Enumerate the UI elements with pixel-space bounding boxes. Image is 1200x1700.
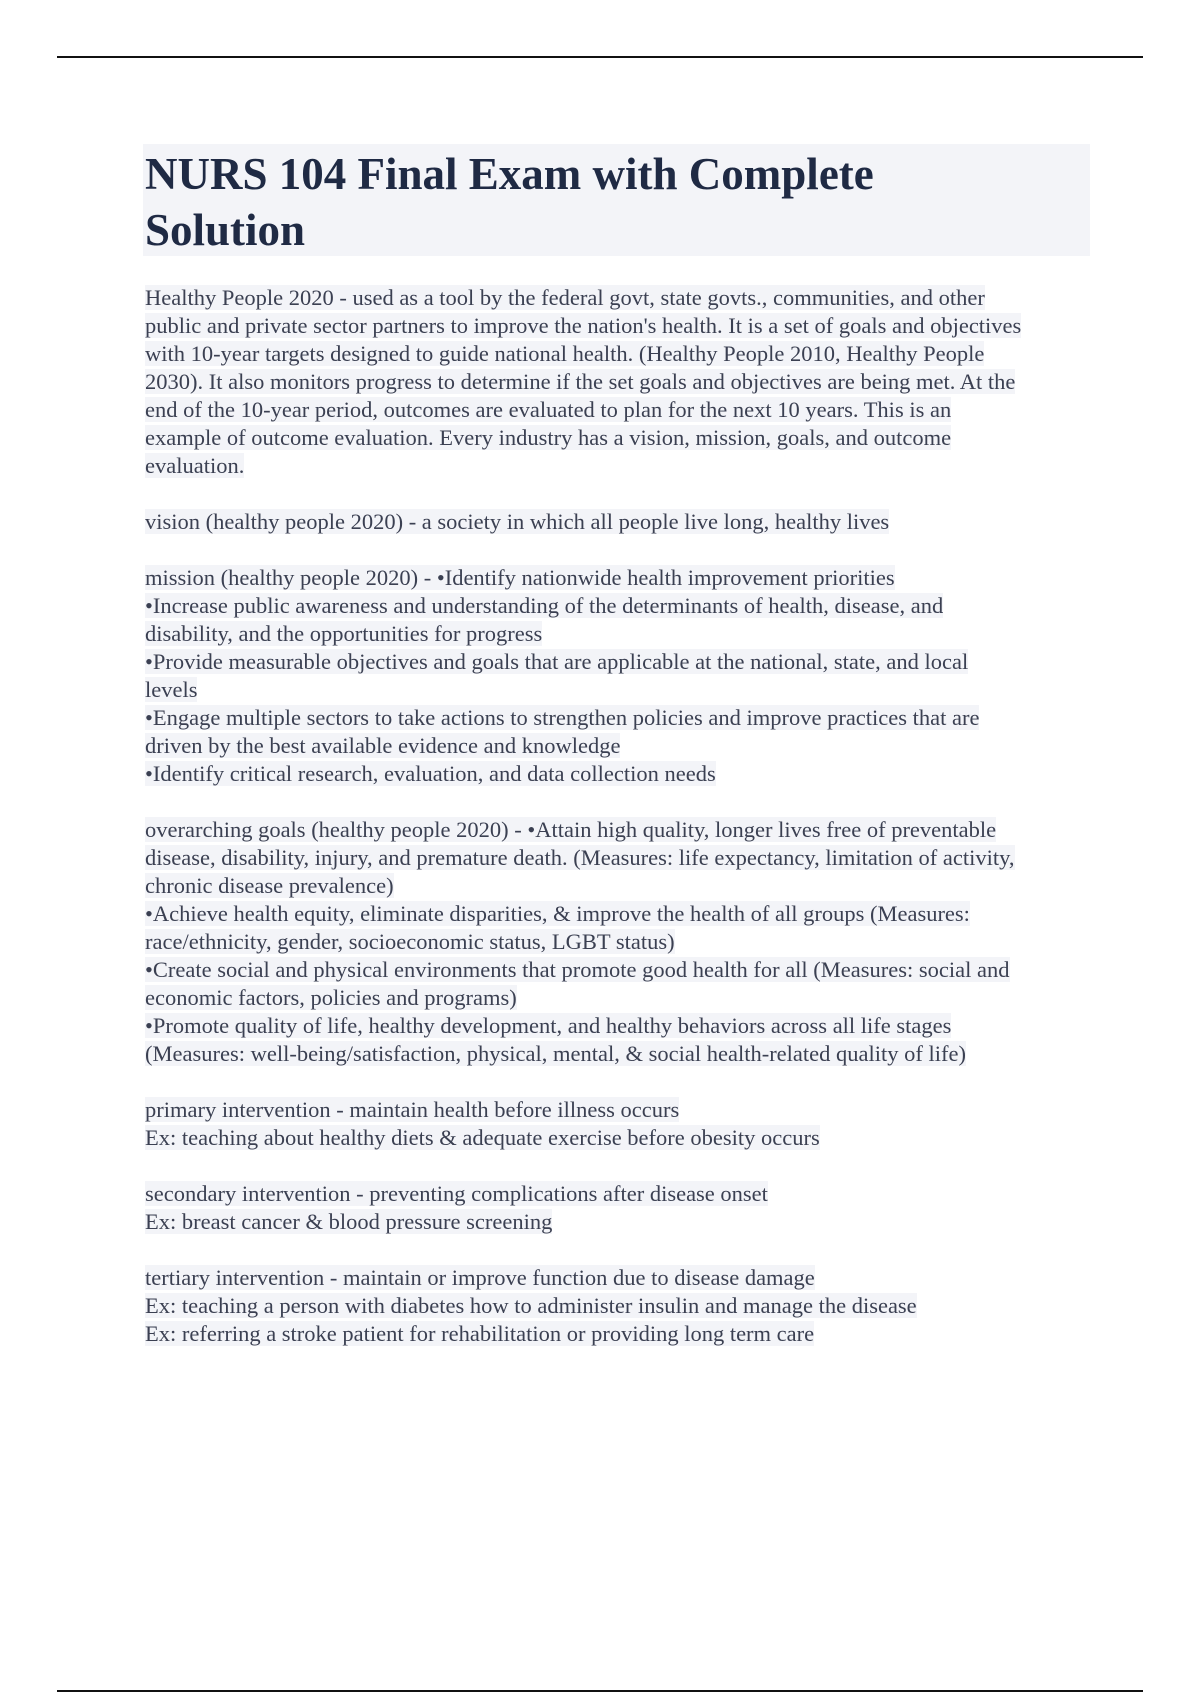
entry-text: chronic disease prevalence) xyxy=(145,873,394,898)
entry-text-line xyxy=(145,592,1095,620)
entry-text-line xyxy=(145,1040,1095,1068)
entry-text: end of the 10-year period, outcomes are evaluated to plan for the next 10 years. This is an xyxy=(145,397,952,422)
flashcard-entry xyxy=(145,1180,1095,1236)
entry-text-line xyxy=(145,928,1095,956)
entry-text: disease, disability, injury, and premature death. (Measures: life expectancy, limitation of activity, xyxy=(145,845,1015,870)
entry-text-line xyxy=(145,984,1095,1012)
entry-text-line xyxy=(145,648,1095,676)
entry-text: •Provide measurable objectives and goals that are applicable at the national, state, and local xyxy=(145,649,969,674)
flashcard-entry xyxy=(145,1096,1095,1152)
entry-text-line xyxy=(145,1180,1095,1208)
entry-text: Ex: referring a stroke patient for rehabilitation or providing long term care xyxy=(145,1321,815,1346)
entry-text-line xyxy=(145,676,1095,704)
entry-text: Healthy People 2020 - used as a tool by the federal govt, state govts., communities, and other xyxy=(145,285,985,310)
entry-text: vision (healthy people 2020) - a society in which all people live long, healthy lives xyxy=(145,509,890,534)
entry-text-line xyxy=(145,732,1095,760)
entry-text: •Identify critical research, evaluation, and data collection needs xyxy=(145,761,716,786)
entry-text-line xyxy=(145,508,1095,536)
entry-text-line xyxy=(145,900,1095,928)
entry-text: secondary intervention - preventing complications after disease onset xyxy=(145,1181,768,1206)
entry-text: mission (healthy people 2020) - •Identify nationwide health improvement priorities xyxy=(145,565,895,590)
flashcard-entry xyxy=(145,1264,1095,1348)
entry-text: •Engage multiple sectors to take actions to strengthen policies and improve practices that are xyxy=(145,705,980,730)
title-line-1: NURS 104 Final Exam with Complete xyxy=(145,149,874,199)
header-rule xyxy=(57,56,1143,58)
entry-text: driven by the best available evidence and knowledge xyxy=(145,733,621,758)
entry-text: evaluation. xyxy=(145,453,245,478)
entry-text-line xyxy=(145,1096,1095,1124)
entry-text-line xyxy=(145,956,1095,984)
document-title xyxy=(145,146,1085,258)
entry-text-line xyxy=(145,396,1095,424)
entry-text-line xyxy=(145,760,1095,788)
entry-text-line xyxy=(145,564,1095,592)
entry-text-line xyxy=(145,620,1095,648)
entry-text-line xyxy=(145,1208,1095,1236)
entry-text: disability, and the opportunities for progress xyxy=(145,621,543,646)
flashcard-entry xyxy=(145,284,1095,480)
entry-text-line xyxy=(145,816,1095,844)
entry-text-line xyxy=(145,872,1095,900)
entry-text-line xyxy=(145,1124,1095,1152)
entry-text: •Achieve health equity, eliminate disparities, & improve the health of all groups (Measures: xyxy=(145,901,970,926)
entry-text: (Measures: well-being/satisfaction, physical, mental, & social health-related quality of life) xyxy=(145,1041,966,1066)
entry-text-line xyxy=(145,1320,1095,1348)
entry-text: public and private sector partners to improve the nation's health. It is a set of goals and objectives xyxy=(145,313,1022,338)
entry-text: Ex: breast cancer & blood pressure screening xyxy=(145,1209,553,1234)
flashcard-entry xyxy=(145,816,1095,1068)
entry-text: 2030). It also monitors progress to determine if the set goals and objectives are being met. At the xyxy=(145,369,1016,394)
flashcard-entry xyxy=(145,564,1095,788)
entry-text: Ex: teaching about healthy diets & adequate exercise before obesity occurs xyxy=(145,1125,820,1150)
document-body xyxy=(145,284,1095,1376)
entry-text-line xyxy=(145,368,1095,396)
entry-text: race/ethnicity, gender, socioeconomic status, LGBT status) xyxy=(145,929,675,954)
entry-text: •Promote quality of life, healthy development, and healthy behaviors across all life stages xyxy=(145,1013,952,1038)
entry-text: overarching goals (healthy people 2020) - •Attain high quality, longer lives free of preventable xyxy=(145,817,997,842)
entry-text: with 10-year targets designed to guide national health. (Healthy People 2010, Healthy People xyxy=(145,341,985,366)
entry-text: tertiary intervention - maintain or improve function due to disease damage xyxy=(145,1265,815,1290)
entry-text: example of outcome evaluation. Every industry has a vision, mission, goals, and outcome xyxy=(145,425,952,450)
entry-text-line xyxy=(145,1264,1095,1292)
entry-text-line xyxy=(145,284,1095,312)
entry-text: •Increase public awareness and understanding of the determinants of health, disease, and xyxy=(145,593,944,618)
entry-text-line xyxy=(145,424,1095,452)
entry-text: Ex: teaching a person with diabetes how to administer insulin and manage the disease xyxy=(145,1293,917,1318)
entry-text: economic factors, policies and programs) xyxy=(145,985,517,1010)
entry-text-line xyxy=(145,1292,1095,1320)
entry-text-line xyxy=(145,340,1095,368)
entry-text-line xyxy=(145,704,1095,732)
entry-text: •Create social and physical environments that promote good health for all (Measures: social and xyxy=(145,957,1010,982)
title-line-2: Solution xyxy=(145,205,306,255)
footer-rule xyxy=(57,1690,1143,1692)
entry-text-line xyxy=(145,844,1095,872)
entry-text-line xyxy=(145,452,1095,480)
entry-text: primary intervention - maintain health before illness occurs xyxy=(145,1097,680,1122)
flashcard-entry xyxy=(145,508,1095,536)
entry-text: levels xyxy=(145,677,198,702)
entry-text-line xyxy=(145,312,1095,340)
entry-text-line xyxy=(145,1012,1095,1040)
